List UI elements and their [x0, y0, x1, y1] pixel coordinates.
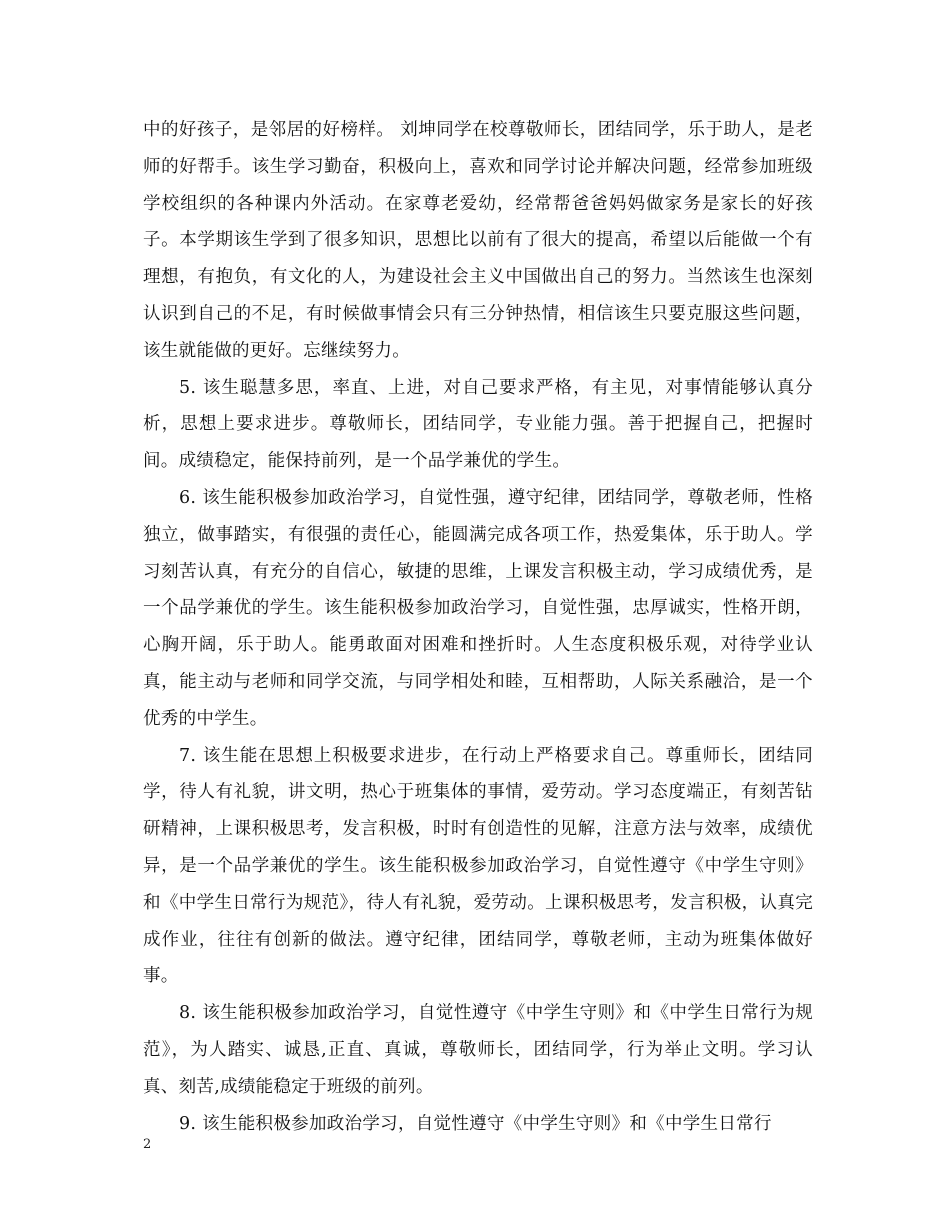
paragraph-item-9: 9. 该生能积极参加政治学习，自觉性遵守《中学生守则》和《中学生日常行 [179, 1113, 772, 1134]
page-number: 2 [143, 1137, 152, 1152]
paragraph-item-8: 8. 该生能积极参加政治学习，自觉性遵守《中学生守则》和《中学生日常行为规范》，为人踏实、诚恳,正直、真诚，尊敬师长，团结同学，行为举止文明。学习认真、刻苦,成绩能稳定于班级的前列。 [143, 1003, 813, 1097]
paragraph-item-6: 6. 该生能积极参加政治学习，自觉性强，遵守纪律，团结同学，尊敬老师，性格独立，做事踏实，有很强的责任心，能圆满完成各项工作，热爱集体，乐于助人。学习刻苦认真，有充分的自信心，敏捷的思维，上课发言积极主动，学习成绩优秀，是一个品学兼优的学生。该生能积极参加政治学习，自觉性强，忠厚诚实，性格开朗，心胸开阔，乐于助人。能勇敢面对困难和挫折时。人生态度积极乐观，对待学业认真，能主动与老师和同学交流，与同学相处和睦，互相帮助，人际关系融洽，是一个优秀的中学生。 [143, 487, 813, 729]
paragraph-item-5: 5. 该生聪慧多思，率直、上进，对自己要求严格，有主见，对事情能够认真分析，思想上要求进步。尊敬师长，团结同学，专业能力强。善于把握自己，把握时间。成绩稳定，能保持前列，是一个品学兼优的学生。 [143, 377, 813, 472]
document-body [143, 112, 813, 1142]
paragraph-item-7: 7. 该生能在思想上积极要求进步，在行动上严格要求自己。尊重师长，团结同学，待人有礼貌，讲文明，热心于班集体的事情，爱劳动。学习态度端正，有刻苦钻研精神，上课积极思考，发言积极，时时有创造性的见解，注意方法与效率，成绩优异，是一个品学兼优的学生。该生能积极参加政治学习，自觉性遵守《中学生守则》和《中学生日常行为规范》，待人有礼貌，爱劳动。上课积极思考，发言积极，认真完成作业，往往有创新的做法。遵守纪律，团结同学，尊敬老师，主动为班集体做好事。 [143, 745, 813, 987]
paragraph-continuation: 中的好孩子，是邻居的好榜样。 刘坤同学在校尊敬师长，团结同学，乐于助人，是老师的好帮手。该生学习勤奋，积极向上，喜欢和同学讨论并解决问题，经常参加班级学校组织的各种课内外活动。在家尊老爱幼，经常帮爸爸妈妈做家务是家长的好孩子。本学期该生学到了很多知识，思想比以前有了很大的提高，希望以后能做一个有理想，有抱负，有文化的人，为建设社会主义中国做出自己的努力。当然该生也深刻认识到自己的不足，有时候做事情会只有三分钟热情，相信该生只要克服这些问题，该生就能做的更好。忘继续努力。 [143, 120, 813, 361]
